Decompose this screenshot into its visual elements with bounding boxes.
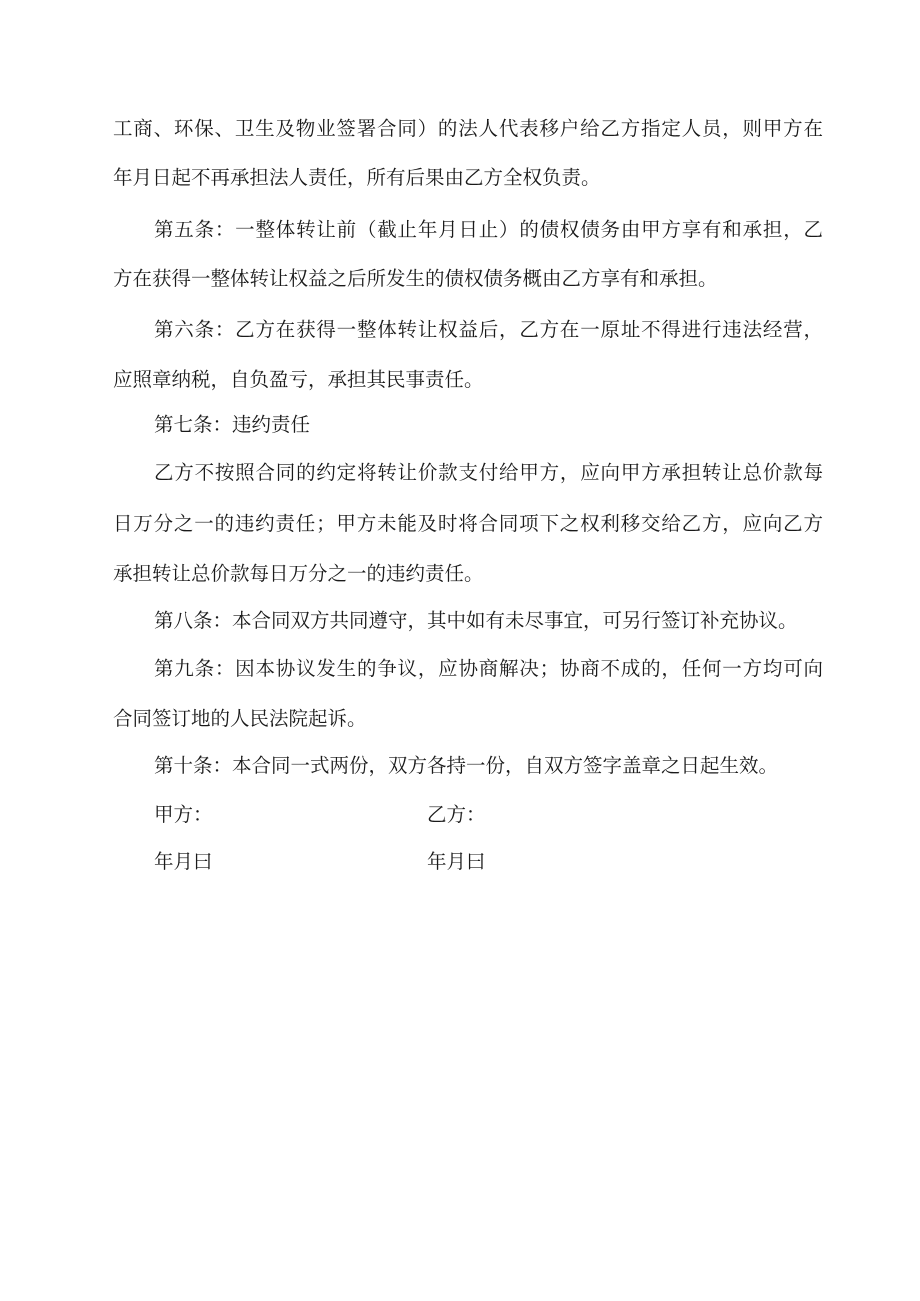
- article-7-line-1: 乙方不按照合同的约定将转让价款支付给甲方，应向甲方承担转让总价款每: [154, 461, 823, 484]
- article-6-line-2: 应照章纳税，自负盈亏，承担其民事责任。: [113, 368, 484, 391]
- article-6-line-1: 第六条：乙方在获得一整体转让权益后，乙方在一原址不得进行违法经营，: [154, 318, 823, 341]
- clause-text-line: 工商、环保、卫生及物业签署合同）的法人代表移户给乙方指定人员，则甲方在: [113, 117, 823, 140]
- article-8-line-1: 第八条：本合同双方共同遵守，其中如有未尽事宜，可另行签订补充协议。: [154, 609, 798, 632]
- party-a-date: 年月曰: [154, 850, 213, 873]
- clause-text-line: 年月日起不再承担法人责任，所有后果由乙方全权负责。: [113, 166, 601, 189]
- article-9-line-2: 合同签订地的人民法院起诉。: [113, 707, 367, 730]
- article-10-line-1: 第十条：本合同一式两份，双方各持一份，自双方签字盖章之日起生效。: [154, 754, 779, 777]
- article-5-line-2: 方在获得一整体转让权益之后所发生的债权债务概由乙方享有和承担。: [113, 267, 718, 290]
- party-a-label: 甲方：: [154, 803, 213, 826]
- party-b-label: 乙方：: [427, 803, 486, 826]
- party-b-date: 年月曰: [427, 850, 486, 873]
- article-7-title: 第七条：违约责任: [154, 413, 311, 436]
- article-9-line-1: 第九条：因本协议发生的争议，应协商解决；协商不成的，任何一方均可向: [154, 657, 823, 680]
- article-7-line-2: 日万分之一的违约责任；甲方未能及时将合同项下之权利移交给乙方，应向乙方: [113, 512, 823, 535]
- article-5-line-1: 第五条：一整体转让前（截止年月日止）的债权债务由甲方享有和承担，乙: [154, 218, 823, 241]
- article-7-line-3: 承担转让总价款每日万分之一的违约责任。: [113, 562, 484, 585]
